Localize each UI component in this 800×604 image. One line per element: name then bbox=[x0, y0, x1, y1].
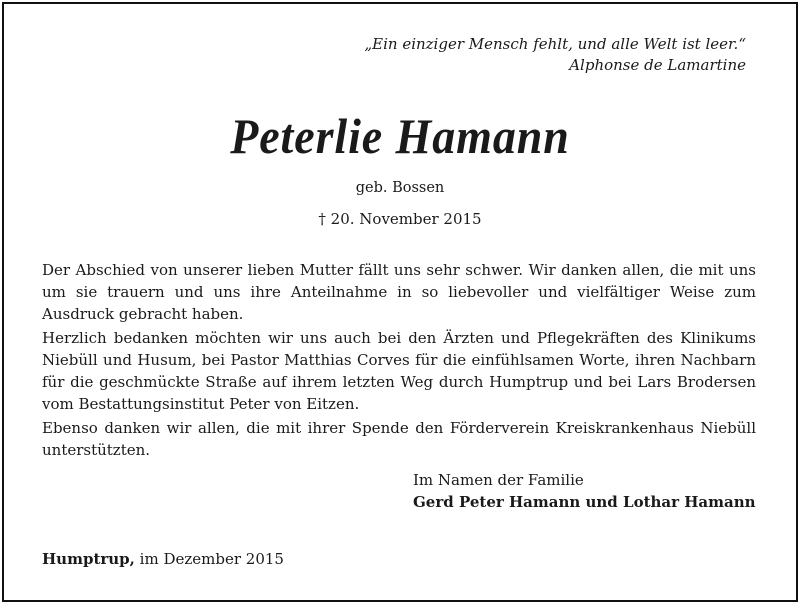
quote-text: „Ein einziger Mensch fehlt, und alle Welt ist leer.“ bbox=[364, 35, 746, 53]
quote-block bbox=[364, 34, 746, 76]
quote-author: Alphonse de Lamartine bbox=[569, 56, 746, 74]
signature-names: Gerd Peter Hamann und Lothar Hamann bbox=[413, 493, 756, 511]
deceased-name: Peterlie Hamann bbox=[230, 108, 570, 164]
signature-intro: Im Namen der Familie bbox=[413, 471, 584, 489]
paragraph: Ebenso danken wir allen, die mit ihrer Spende den Förderverein Kreiskrankenhaus Niebüll unterstützten. bbox=[42, 419, 756, 459]
death-date: † 20. November 2015 bbox=[318, 210, 482, 228]
thanks-text bbox=[42, 259, 756, 461]
paragraph: Herzlich bedanken möchten wir uns auch bei den Ärzten und Pflegekräften des Klinikums Niebüll und Husum, bei Pastor Matthias Corves für die einfühlsamen Worte, ihren Nachbarn für die geschmückte Straße auf ihrem letzten Weg durch Humptrup und bei Lars Brodersen vom Bestattungsinstitut Peter von Eitzen. bbox=[42, 329, 756, 413]
date-text: im Dezember 2015 bbox=[134, 550, 284, 568]
maiden-name: geb. Bossen bbox=[355, 180, 445, 196]
place-name: Humptrup, bbox=[42, 550, 135, 568]
place-date bbox=[42, 548, 284, 570]
paragraph: Der Abschied von unserer lieben Mutter fällt uns sehr schwer. Wir danken allen, die mit uns um sie trauern und uns ihre Anteilnahme in so liebevoller und vielfältiger Weise zum Ausdruck gebracht haben. bbox=[42, 261, 756, 323]
signature-block bbox=[413, 469, 756, 513]
